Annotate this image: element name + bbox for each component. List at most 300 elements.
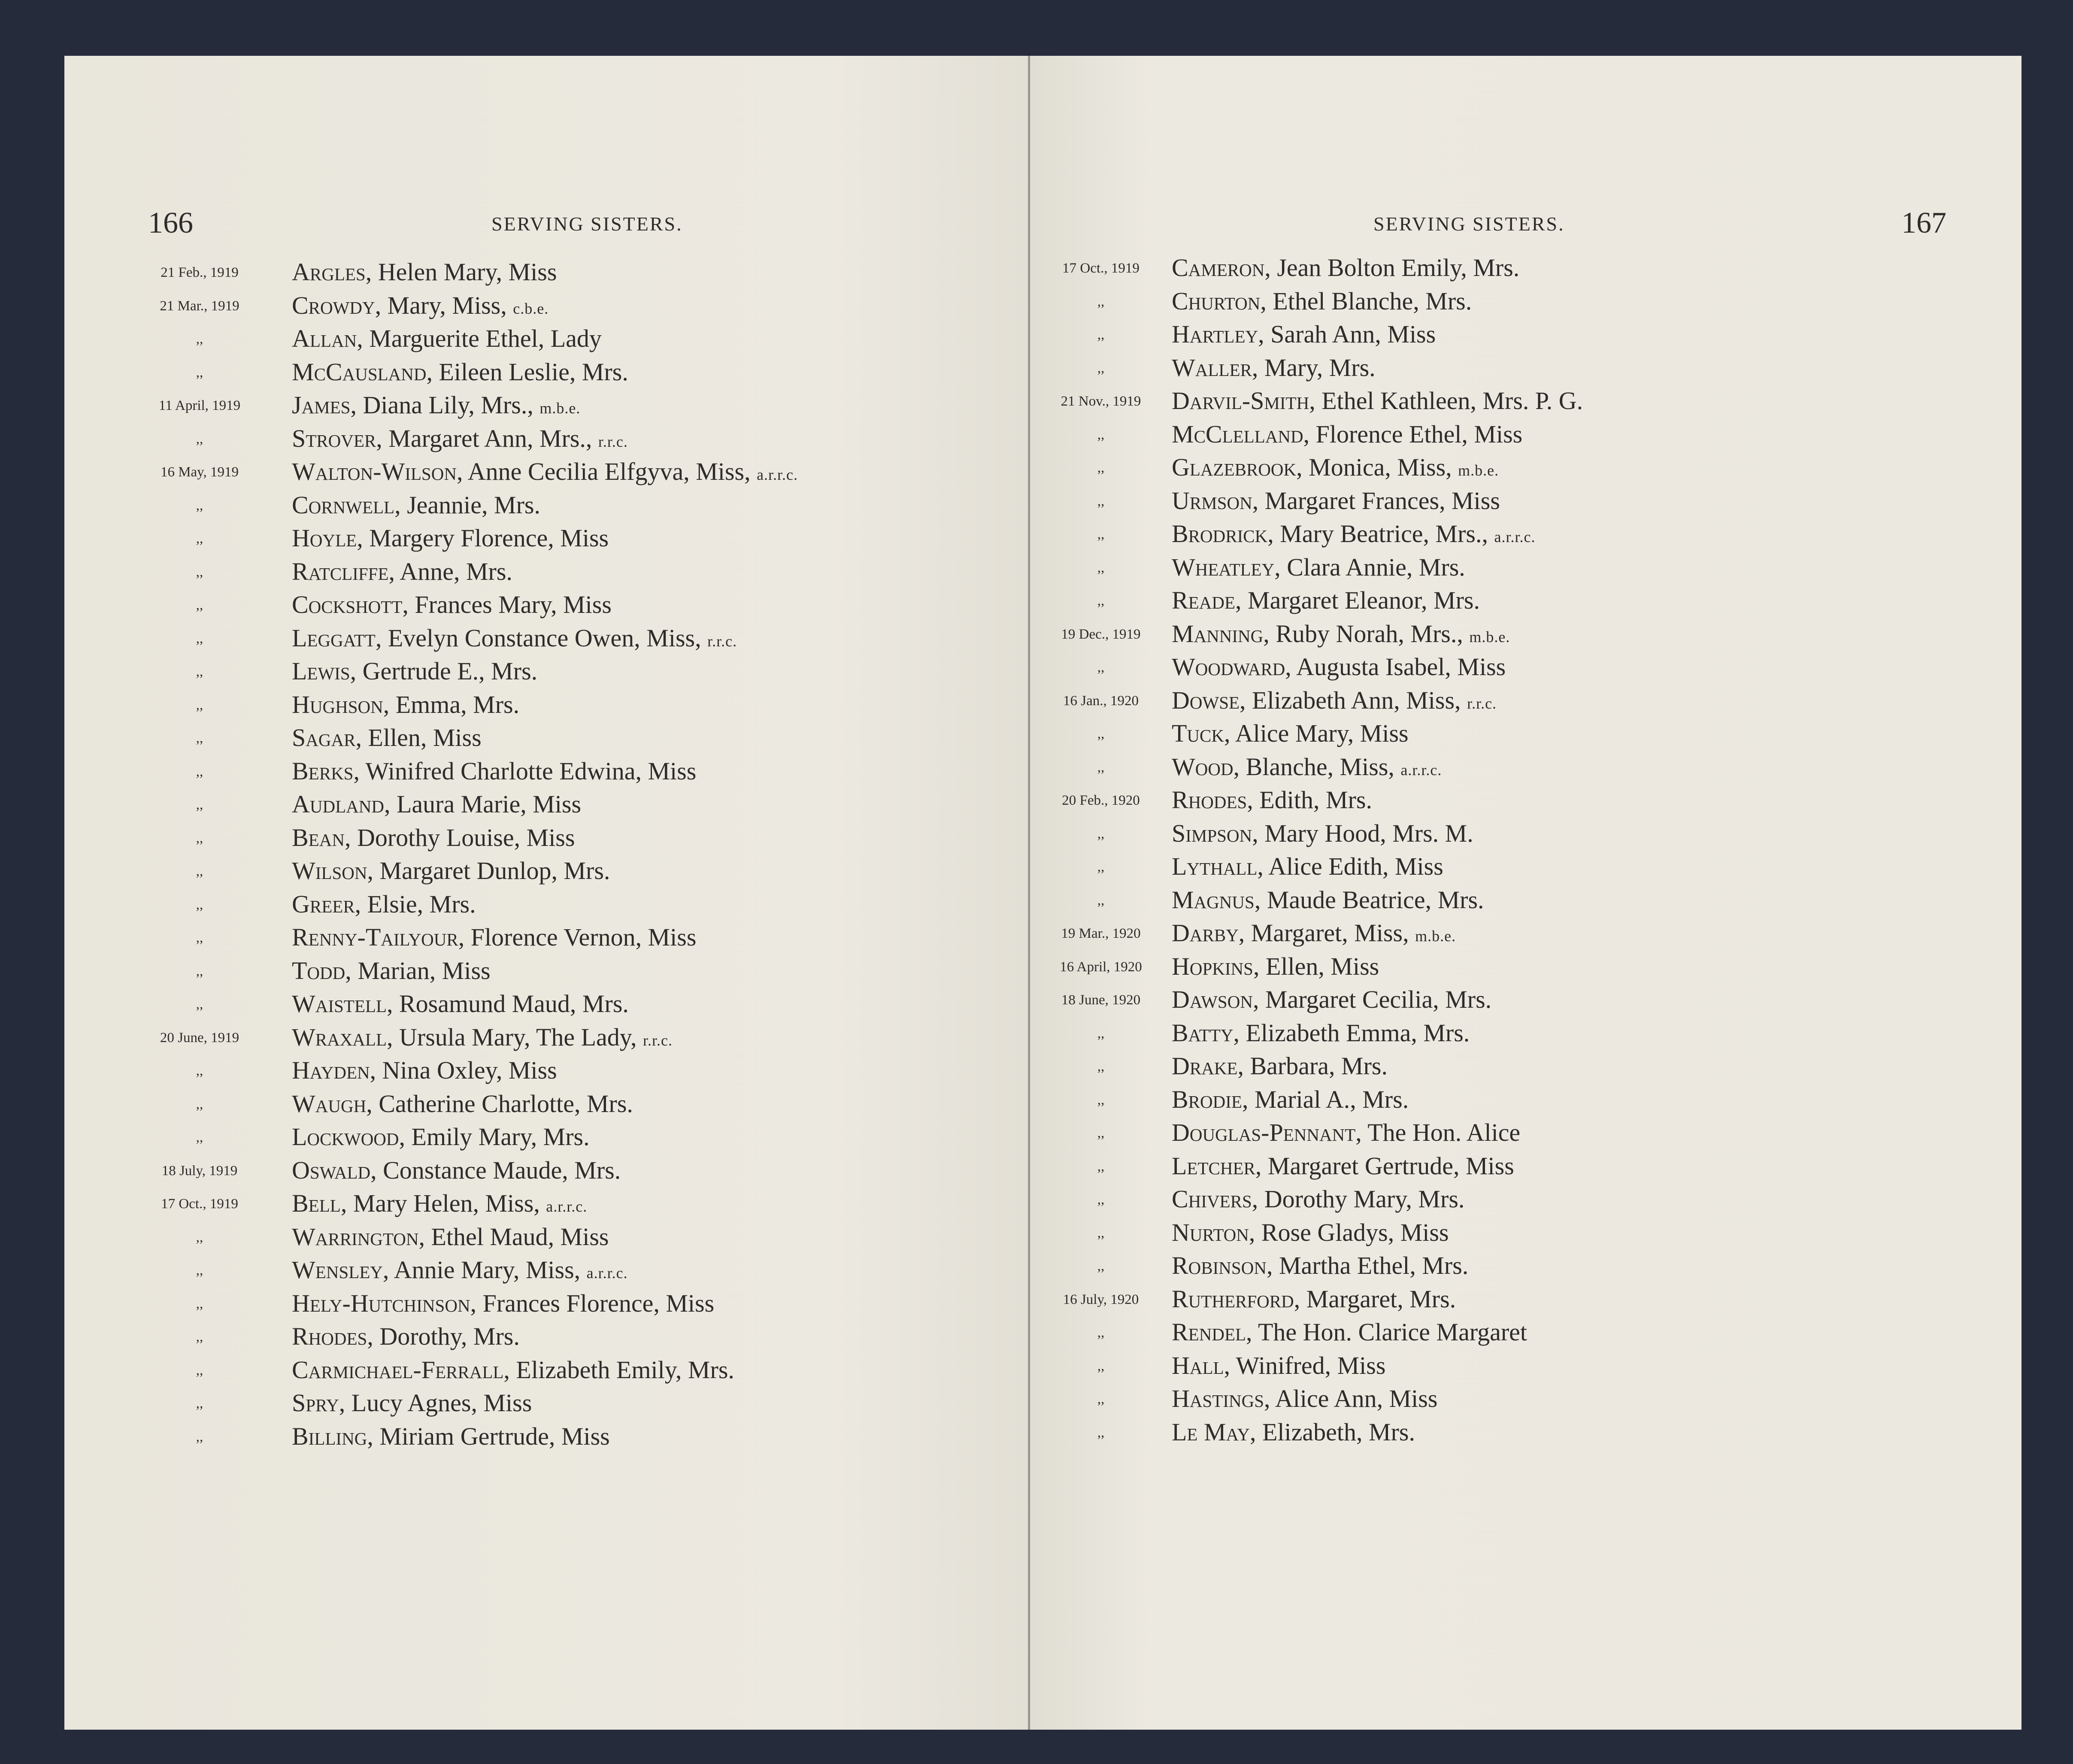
entry-name: Leggatt, Evelyn Constance Owen, Miss, r.r.c. [292, 624, 737, 652]
entry-date: ,, [196, 1263, 203, 1278]
entry-date: ,, [1097, 826, 1105, 842]
entry-name: Sagar, Ellen, Miss [292, 724, 482, 752]
running-head: SERVING SISTERS. [491, 213, 683, 235]
entry-surname: Crowdy [292, 291, 375, 319]
entry-given-names: Emma, Mrs. [395, 690, 520, 718]
list-item [1030, 584, 2021, 617]
entry-surname: Hastings [1172, 1385, 1264, 1412]
entry-date: 18 July, 1919 [161, 1163, 238, 1179]
list-item [1030, 916, 2021, 950]
entry-date: ,, [196, 997, 203, 1012]
entry-name: Hughson, Emma, Mrs. [292, 690, 520, 718]
entry-surname: Hughson [292, 690, 383, 718]
entry-given-names: Ethel Blanche, Mrs. [1273, 287, 1472, 315]
entry-date: 20 Feb., 1920 [1062, 793, 1140, 808]
list-item [1030, 285, 2021, 318]
entry-name: McClelland, Florence Ethel, Miss [1172, 420, 1523, 448]
entry-given-names: Margery Florence, Miss [369, 524, 609, 552]
entry-given-names: Elizabeth Emily, Mrs. [516, 1355, 734, 1384]
entry-date: ,, [196, 364, 203, 380]
entry-given-names: Diana Lily, Mrs., [363, 391, 533, 419]
entry-date: 11 April, 1919 [158, 398, 241, 413]
entry-surname: Darby [1172, 919, 1239, 947]
entry-date: ,, [1097, 1325, 1105, 1340]
entry-given-names: Dorothy Louise, Miss [357, 823, 575, 852]
entry-surname: Oswald [292, 1156, 371, 1184]
list-item [64, 821, 1028, 855]
entry-date: ,, [196, 797, 203, 812]
entry-surname: Waugh [292, 1089, 367, 1118]
entry-given-names: Mary Beatrice, Mrs., [1280, 520, 1488, 548]
list-item [1030, 351, 2021, 385]
entry-date: ,, [196, 930, 203, 946]
entry-date: 19 Mar., 1920 [1061, 926, 1141, 941]
list-item [1030, 950, 2021, 983]
list-item [64, 588, 1028, 621]
entry-date: ,, [1097, 427, 1105, 443]
entry-given-names: Eileen Leslie, Mrs. [439, 358, 628, 386]
entry-date: 19 Dec., 1919 [1061, 626, 1141, 642]
entry-given-names: Anne, Mrs. [400, 557, 512, 585]
entry-given-names: Annie Mary, Miss, [394, 1256, 581, 1284]
entry-name: Dowse, Elizabeth Ann, Miss, r.r.c. [1172, 686, 1497, 714]
entry-name: Oswald, Constance Maude, Mrs. [292, 1156, 621, 1184]
entry-surname: Wilson [292, 857, 367, 885]
entry-surname: Wensley [292, 1256, 383, 1284]
entry-surname: Manning [1172, 619, 1264, 648]
entry-surname: Argles [292, 258, 366, 286]
entry-date: ,, [196, 1329, 203, 1345]
entry-date: ,, [196, 864, 203, 879]
entry-surname: Waller [1172, 353, 1252, 382]
entry-given-names: Ellen, Miss [368, 724, 482, 752]
entry-surname: Lewis [292, 657, 350, 685]
entry-surname: Hely-Hutchinson [292, 1289, 470, 1317]
entry-date: ,, [196, 497, 203, 513]
entry-name: Magnus, Maude Beatrice, Mrs. [1172, 885, 1484, 914]
entry-given-names: Elizabeth Emma, Mrs. [1246, 1018, 1470, 1047]
entry-date: ,, [1097, 360, 1105, 376]
entry-surname: Rhodes [1172, 786, 1247, 814]
entry-surname: Cornwell [292, 491, 395, 519]
entry-given-names: Frances Mary, Miss [415, 591, 612, 618]
entry-name: Drake, Barbara, Mrs. [1172, 1052, 1388, 1080]
entry-given-names: Catherine Charlotte, Mrs. [379, 1089, 633, 1118]
entry-date: ,, [196, 764, 203, 779]
entry-date: ,, [196, 1096, 203, 1112]
entry-name: Hopkins, Ellen, Miss [1172, 952, 1379, 980]
list-item [64, 921, 1028, 954]
list-item [1030, 1249, 2021, 1282]
entry-surname: Batty [1172, 1018, 1233, 1047]
entry-surname: Renny-Tailyour [292, 923, 458, 951]
list-item [64, 655, 1028, 688]
list-item [1030, 783, 2021, 817]
entry-date: ,, [1097, 1125, 1105, 1141]
entry-name: Waistell, Rosamund Maud, Mrs. [292, 990, 629, 1018]
entry-date: ,, [196, 331, 203, 347]
list-item [1030, 1216, 2021, 1249]
list-item [64, 355, 1028, 389]
list-item [1030, 650, 2021, 684]
entry-surname: Hayden [292, 1056, 370, 1084]
list-item [64, 322, 1028, 355]
entry-surname: Lockwood [292, 1123, 399, 1151]
page-number: 167 [1901, 206, 1946, 239]
entry-given-names: Emily Mary, Mrs. [411, 1123, 590, 1151]
entry-date: ,, [196, 697, 203, 713]
entry-date: ,, [1097, 1192, 1105, 1207]
entry-surname: Rutherford [1172, 1285, 1294, 1313]
entry-honours: r.r.c. [643, 1031, 673, 1049]
list-item [1030, 318, 2021, 351]
list-item [1030, 1415, 2021, 1449]
entry-date: ,, [196, 431, 203, 447]
entry-surname: Dowse [1172, 686, 1240, 714]
entry-name: Rhodes, Dorothy, Mrs. [292, 1322, 520, 1350]
entry-name: Wilson, Margaret Dunlop, Mrs. [292, 857, 610, 885]
entry-name: Douglas-Pennant, The Hon. Alice [1172, 1118, 1521, 1146]
entry-name: Strover, Margaret Ann, Mrs., r.r.c. [292, 424, 628, 452]
entry-surname: Woodward [1172, 653, 1285, 681]
entry-surname: Berks [292, 757, 354, 785]
entry-surname: McClelland [1172, 420, 1303, 448]
entry-name: Spry, Lucy Agnes, Miss [292, 1389, 532, 1417]
entry-honours: a.r.r.c. [586, 1264, 628, 1282]
entry-date: ,, [1097, 1225, 1105, 1241]
list-item [1030, 750, 2021, 784]
entry-surname: Rendel [1172, 1318, 1246, 1346]
entry-name: Robinson, Martha Ethel, Mrs. [1172, 1252, 1469, 1279]
entry-name: Hoyle, Margery Florence, Miss [292, 524, 609, 552]
list-item [64, 1287, 1028, 1320]
left-page [64, 56, 1028, 1730]
entry-surname: Dawson [1172, 985, 1253, 1013]
entry-name: Crowdy, Mary, Miss, c.b.e. [292, 291, 549, 319]
list-item [1030, 717, 2021, 750]
entry-name: Rhodes, Edith, Mrs. [1172, 786, 1372, 814]
entry-given-names: The Hon. Clarice Margaret [1258, 1318, 1527, 1346]
list-item [64, 455, 1028, 488]
entry-name: Cockshott, Frances Mary, Miss [292, 591, 612, 618]
entry-list [64, 255, 1028, 1453]
list-item [64, 954, 1028, 988]
entry-date: ,, [196, 1296, 203, 1312]
entry-given-names: Ethel Kathleen, Mrs. P. G. [1321, 387, 1583, 415]
entry-date: ,, [1097, 1425, 1105, 1440]
entry-name: Letcher, Margaret Gertrude, Miss [1172, 1152, 1514, 1180]
entry-surname: Brodie [1172, 1085, 1242, 1113]
entry-honours: m.b.e. [1469, 628, 1510, 646]
entry-date: 21 Feb., 1919 [161, 265, 239, 280]
list-item [1030, 1116, 2021, 1149]
list-item [64, 621, 1028, 655]
list-item [1030, 384, 2021, 418]
entry-honours: r.r.c. [598, 433, 628, 450]
entry-given-names: Laura Marie, Miss [396, 790, 582, 818]
entry-name: Hartley, Sarah Ann, Miss [1172, 320, 1436, 348]
list-item [1030, 684, 2021, 717]
entry-date: ,, [1097, 1391, 1105, 1407]
entry-date: ,, [1097, 593, 1105, 609]
list-item [1030, 418, 2021, 451]
entry-given-names: Margaret, Miss, [1251, 919, 1409, 947]
entry-given-names: Anne Cecilia Elfgyva, Miss, [467, 458, 751, 485]
entry-given-names: Miriam Gertrude, Miss [379, 1422, 610, 1450]
entry-given-names: Dorothy, Mrs. [379, 1322, 520, 1350]
entry-name: Lewis, Gertrude E., Mrs. [292, 657, 538, 685]
entry-given-names: Margaret Eleanor, Mrs. [1248, 586, 1480, 614]
entry-date: ,, [1097, 1158, 1105, 1174]
list-item [1030, 883, 2021, 917]
entry-surname: Le May [1172, 1418, 1250, 1446]
entry-name: Dawson, Margaret Cecilia, Mrs. [1172, 985, 1492, 1013]
entry-name: Todd, Marian, Miss [292, 956, 491, 985]
entry-date: ,, [196, 531, 203, 546]
list-item [64, 1220, 1028, 1254]
list-item [1030, 1315, 2021, 1349]
entry-name: Urmson, Margaret Frances, Miss [1172, 486, 1500, 515]
entry-surname: Urmson [1172, 486, 1252, 515]
entry-given-names: Marguerite Ethel, Lady [369, 324, 602, 352]
entry-surname: Warrington [292, 1222, 419, 1251]
entry-given-names: Margaret Cecilia, Mrs. [1265, 985, 1492, 1013]
entry-name: Simpson, Mary Hood, Mrs. M. [1172, 819, 1473, 847]
entry-name: Woodward, Augusta Isabel, Miss [1172, 653, 1506, 681]
entry-date: ,, [196, 830, 203, 846]
list-item [64, 1320, 1028, 1353]
list-item [64, 888, 1028, 921]
entry-date: ,, [1097, 327, 1105, 342]
entry-name: Renny-Tailyour, Florence Vernon, Miss [292, 923, 697, 951]
entry-surname: Walton-Wilson [292, 458, 457, 485]
entry-date: ,, [1097, 560, 1105, 576]
entry-given-names: Margaret Ann, Mrs., [388, 424, 592, 452]
entry-surname: Hall [1172, 1351, 1224, 1379]
entry-name: Batty, Elizabeth Emma, Mrs. [1172, 1018, 1470, 1047]
list-item [1030, 850, 2021, 883]
entry-date: 17 Oct., 1919 [161, 1196, 238, 1212]
entry-given-names: Edith, Mrs. [1259, 786, 1372, 814]
entry-date: ,, [1097, 660, 1105, 675]
entry-name: Carmichael-Ferrall, Elizabeth Emily, Mrs. [292, 1355, 734, 1384]
entry-date: ,, [1097, 527, 1105, 542]
entry-honours: r.r.c. [707, 632, 737, 650]
entry-given-names: Augusta Isabel, Miss [1296, 653, 1506, 681]
running-head: SERVING SISTERS. [1373, 213, 1565, 235]
entry-date: ,, [1097, 1025, 1105, 1041]
list-item [1030, 1083, 2021, 1116]
entry-name: Brodrick, Mary Beatrice, Mrs., a.r.r.c. [1172, 520, 1536, 548]
entry-name: Billing, Miriam Gertrude, Miss [292, 1422, 610, 1450]
entry-surname: Hopkins [1172, 952, 1253, 980]
entry-date: 16 May, 1919 [160, 464, 239, 480]
list-item [1030, 1182, 2021, 1216]
entry-date: ,, [196, 630, 203, 646]
entry-honours: m.b.e. [539, 400, 581, 417]
list-item [64, 987, 1028, 1021]
entry-given-names: Sarah Ann, Miss [1270, 320, 1436, 348]
entry-given-names: Elizabeth Ann, Miss, [1252, 686, 1461, 714]
entry-given-names: The Hon. Alice [1367, 1118, 1521, 1146]
entry-surname: Churton [1172, 287, 1261, 315]
entry-name: Berks, Winifred Charlotte Edwina, Miss [292, 757, 697, 785]
entry-surname: Hoyle [292, 524, 357, 552]
entry-name: Reade, Margaret Eleanor, Mrs. [1172, 586, 1480, 614]
entry-honours: a.r.r.c. [1400, 761, 1442, 779]
entry-date: ,, [196, 1229, 203, 1245]
entry-name: Waller, Mary, Mrs. [1172, 353, 1376, 382]
entry-surname: Leggatt [292, 624, 376, 652]
entry-date: ,, [196, 963, 203, 979]
list-item [64, 1253, 1028, 1287]
entry-honours: r.r.c. [1467, 694, 1497, 712]
entry-given-names: Rosamund Maud, Mrs. [399, 990, 629, 1018]
entry-given-names: Alice Ann, Miss [1275, 1385, 1438, 1412]
list-item [64, 1087, 1028, 1121]
entry-given-names: Frances Florence, Miss [482, 1289, 715, 1317]
entry-name: Glazebrook, Monica, Miss, m.b.e. [1172, 453, 1499, 481]
entry-surname: Strover [292, 424, 376, 452]
entry-name: Lythall, Alice Edith, Miss [1172, 852, 1443, 880]
entry-date: ,, [196, 597, 203, 613]
entry-given-names: Rose Gladys, Miss [1261, 1218, 1449, 1246]
entry-date: ,, [1097, 1258, 1105, 1274]
entry-name: Bean, Dorothy Louise, Miss [292, 823, 575, 852]
entry-surname: Spry [292, 1389, 339, 1417]
entry-date: ,, [1097, 460, 1105, 476]
entry-given-names: Mary, Mrs. [1264, 353, 1376, 382]
entry-given-names: Dorothy Mary, Mrs. [1264, 1185, 1465, 1213]
entry-date: ,, [1097, 1358, 1105, 1374]
entry-name: Darby, Margaret, Miss, m.b.e. [1172, 919, 1456, 947]
entry-surname: Rhodes [292, 1322, 367, 1350]
entry-given-names: Winifred, Miss [1236, 1351, 1386, 1379]
entry-honours: m.b.e. [1415, 927, 1456, 945]
entry-name: Allan, Marguerite Ethel, Lady [292, 324, 602, 352]
entry-given-names: Blanche, Miss, [1246, 752, 1394, 781]
entry-name: Walton-Wilson, Anne Cecilia Elfgyva, Miss, a.r.r.c. [292, 458, 798, 485]
entry-name: Tuck, Alice Mary, Miss [1172, 719, 1409, 747]
entry-given-names: Ursula Mary, The Lady, [399, 1023, 637, 1051]
entry-given-names: Ethel Maud, Miss [431, 1222, 609, 1251]
list-item [1030, 817, 2021, 850]
list-item [1030, 551, 2021, 584]
entry-surname: Todd [292, 956, 346, 985]
list-item [64, 1154, 1028, 1187]
entry-date: 16 July, 1920 [1063, 1291, 1139, 1307]
entry-given-names: Margaret Frances, Miss [1264, 486, 1500, 515]
entry-surname: Cameron [1172, 254, 1265, 282]
entry-date: ,, [1097, 493, 1105, 509]
entry-name: Wheatley, Clara Annie, Mrs. [1172, 553, 1465, 581]
entry-date: ,, [196, 664, 203, 679]
list-item [1030, 251, 2021, 285]
list-item [64, 1353, 1028, 1387]
entry-given-names: Jeannie, Mrs. [407, 491, 540, 519]
entry-date: ,, [1097, 759, 1105, 775]
entry-surname: Lythall [1172, 852, 1258, 880]
list-item [1030, 451, 2021, 484]
entry-surname: Carmichael-Ferrall [292, 1355, 504, 1384]
entry-surname: James [292, 391, 351, 419]
list-item [1030, 617, 2021, 651]
entry-name: Rendel, The Hon. Clarice Margaret [1172, 1318, 1527, 1346]
entry-date: ,, [196, 1362, 203, 1378]
entry-given-names: Barbara, Mrs. [1250, 1052, 1388, 1080]
list-item [1030, 1282, 2021, 1316]
entry-date: ,, [1097, 859, 1105, 875]
entry-name: Brodie, Marial A., Mrs. [1172, 1085, 1409, 1113]
entry-name: Darvil-Smith, Ethel Kathleen, Mrs. P. G. [1172, 387, 1583, 415]
list-item [64, 1420, 1028, 1453]
list-item [64, 521, 1028, 555]
list-item [1030, 1049, 2021, 1083]
entry-name: Audland, Laura Marie, Miss [292, 790, 582, 818]
entry-surname: Tuck [1172, 719, 1224, 747]
entry-name: Lockwood, Emily Mary, Mrs. [292, 1123, 590, 1151]
entry-given-names: Marian, Miss [358, 956, 491, 985]
entry-surname: Waistell [292, 990, 387, 1018]
entry-name: Churton, Ethel Blanche, Mrs. [1172, 287, 1472, 315]
entry-surname: Glazebrook [1172, 453, 1297, 481]
entry-surname: Cockshott [292, 591, 403, 618]
entry-date: ,, [196, 1063, 203, 1079]
entry-name: James, Diana Lily, Mrs., m.b.e. [292, 391, 581, 419]
entry-surname: Billing [292, 1422, 367, 1450]
entry-surname: Brodrick [1172, 520, 1268, 548]
entry-date: 21 Nov., 1919 [1061, 394, 1141, 409]
entry-given-names: Mary, Miss, [387, 291, 507, 319]
list-item [1030, 983, 2021, 1016]
entry-surname: Wood [1172, 752, 1233, 781]
list-item [64, 255, 1028, 289]
entry-date: ,, [196, 897, 203, 912]
entry-given-names: Evelyn Constance Owen, Miss, [388, 624, 701, 652]
entry-name: Manning, Ruby Norah, Mrs., m.b.e. [1172, 619, 1510, 648]
list-item [64, 289, 1028, 322]
entry-date: ,, [1097, 294, 1105, 309]
entry-honours: m.b.e. [1458, 462, 1499, 479]
entry-honours: a.r.r.c. [546, 1198, 588, 1215]
entry-surname: Simpson [1172, 819, 1252, 847]
entry-given-names: Ellen, Miss [1265, 952, 1379, 980]
list-item [1030, 484, 2021, 518]
entry-given-names: Mary Hood, Mrs. M. [1264, 819, 1473, 847]
entry-date: 21 Mar., 1919 [160, 298, 239, 314]
page-number: 166 [148, 206, 193, 239]
entry-name: Hayden, Nina Oxley, Miss [292, 1056, 557, 1084]
entry-surname: Ratcliffe [292, 557, 389, 585]
entry-given-names: Maude Beatrice, Mrs. [1267, 885, 1484, 914]
list-item [1030, 1016, 2021, 1050]
entry-surname: Chivers [1172, 1185, 1252, 1213]
entry-surname: Darvil-Smith [1172, 387, 1309, 415]
entry-given-names: Winifred Charlotte Edwina, Miss [365, 757, 697, 785]
entry-given-names: Alice Mary, Miss [1235, 719, 1409, 747]
entry-date: ,, [196, 1396, 203, 1411]
list-item [1030, 1382, 2021, 1415]
list-item [64, 755, 1028, 788]
entry-honours: c.b.e. [513, 300, 549, 317]
entry-given-names: Nina Oxley, Miss [382, 1056, 557, 1084]
entry-name: Warrington, Ethel Maud, Miss [292, 1222, 609, 1251]
list-item [64, 854, 1028, 888]
entry-name: Greer, Elsie, Mrs. [292, 890, 476, 918]
entry-given-names: Clara Annie, Mrs. [1287, 553, 1465, 581]
entry-name: Hall, Winifred, Miss [1172, 1351, 1386, 1379]
entry-given-names: Helen Mary, Miss [378, 258, 557, 286]
